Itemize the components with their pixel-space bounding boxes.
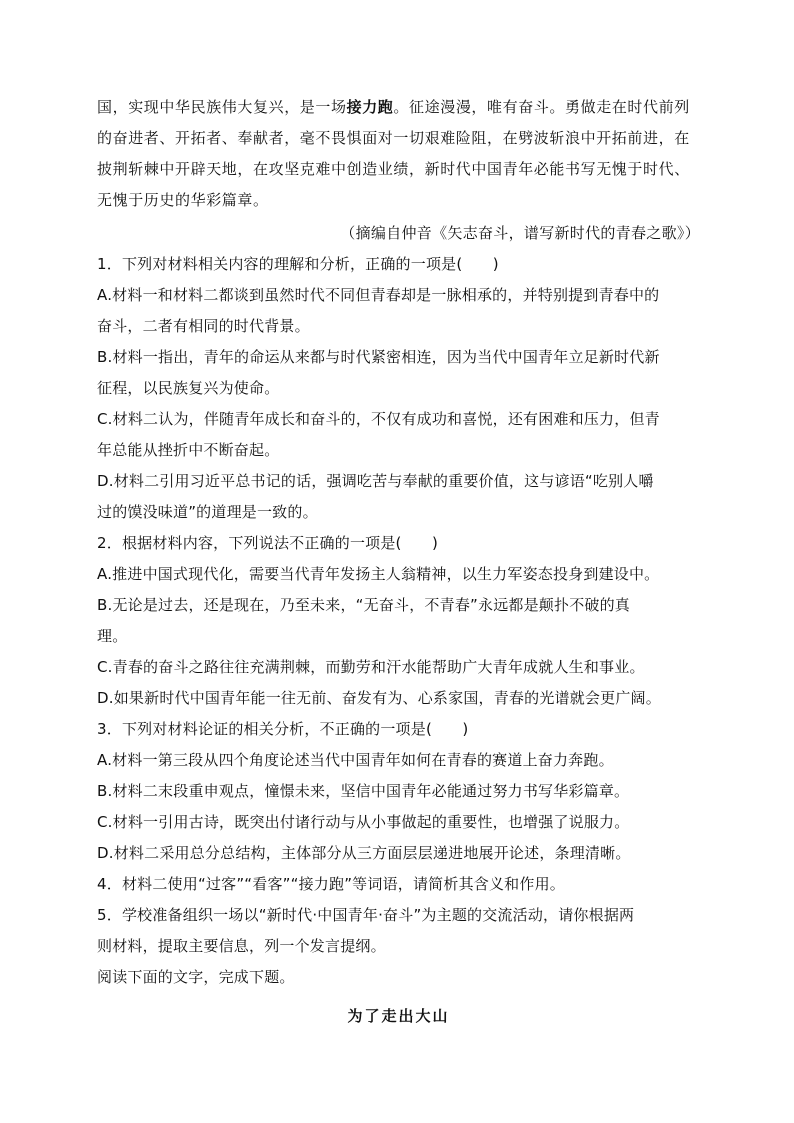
- option-d-line-2: 过的馍没味道”的道理是一致的。: [97, 503, 318, 521]
- question-3: [97, 714, 700, 869]
- option-c: C.青春的奋斗之路往往充满荆棘，而勤劳和汗水能帮助广大青年成就人生和事业。: [97, 658, 645, 676]
- question-2: [97, 528, 700, 714]
- option-d: D.材料二采用总分总结构，主体部分从三方面层层递进地展开论述，条理清晰。: [97, 844, 631, 862]
- passage-bold-term: 接力跑: [346, 98, 394, 116]
- page-content: [97, 92, 700, 1026]
- option-c-line-2: 年总能从挫折中不断奋起。: [97, 441, 280, 459]
- option-a-line-2: 奋斗，二者有相同的时代背景。: [97, 317, 310, 335]
- option-d: D.如果新时代中国青年能一往无前、奋发有为、心系家国，青春的光谱就会更广阔。: [97, 689, 661, 707]
- option-b: B.材料二末段重申观点，憧憬未来，坚信中国青年必能通过努力书写华彩篇章。: [97, 782, 630, 800]
- question-stem: 2．根据材料内容，下列说法不正确的一项是( ): [97, 534, 439, 552]
- passage-paragraph: [97, 92, 700, 216]
- passage-text-end: 。征途漫漫，唯有奋斗。勇做走在时代前列的奋进者、开拓者、奉献者，毫不畏惧面对一切艰难险阻，在劈波斩浪中开拓前进，在披荆斩棘中开辟天地，在攻坚克难中创造业绩，新时代中国青年必能书写无愧于时代、无愧于历史的华彩篇章。: [97, 98, 690, 209]
- option-b-line-2: 征程，以民族复兴为使命。: [97, 379, 280, 397]
- next-passage-title: 为了走出大山: [347, 1007, 450, 1025]
- option-c: C.材料一引用古诗，既突出付诸行动与从小事做起的重要性，也增强了说服力。: [97, 813, 630, 831]
- option-d-line-1: D.材料二引用习近平总书记的话，强调吃苦与奉献的重要价值，这与谚语“吃别人嚼: [97, 472, 654, 490]
- question-stem-line-1: 5．学校准备组织一场以“新时代·中国青年·奋斗”为主题的交流活动，请你根据两: [97, 906, 635, 924]
- question-stem: 3．下列对材料论证的相关分析，不正确的一项是( ): [97, 720, 469, 738]
- reading-instruction: 阅读下面的文字，完成下题。: [97, 968, 295, 986]
- option-a: A.材料一第三段从四个角度论述当代中国青年如何在青春的赛道上奋力奔跑。: [97, 751, 614, 769]
- question-stem-line-2: 则材料，提取主要信息，列一个发言提纲。: [97, 937, 386, 955]
- option-a-line-1: A.材料一和材料二都谈到虽然时代不同但青春却是一脉相承的，并特别提到青春中的: [97, 286, 660, 304]
- option-a: A.推进中国式现代化，需要当代青年发扬主人翁精神，以生力军姿态投身到建设中。: [97, 565, 660, 583]
- question-stem: 4．材料二使用“过客”“看客”“接力跑”等词语，请简析其含义和作用。: [97, 875, 565, 893]
- passage-source: （摘编自仲音《矢志奋斗，谱写新时代的青春之歌》）: [340, 224, 700, 242]
- option-b-line-1: B.无论是过去，还是现在，乃至未来，“无奋斗，不青春”永远都是颠扑不破的真: [97, 596, 631, 614]
- option-b-line-2: 理。: [97, 627, 128, 645]
- question-4: [97, 869, 700, 900]
- option-b-line-1: B.材料一指出，青年的命运从来都与时代紧密相连，因为当代中国青年立足新时代新: [97, 348, 660, 366]
- question-5: [97, 900, 700, 962]
- question-stem: 1．下列对材料相关内容的理解和分析，正确的一项是( ): [97, 255, 499, 273]
- question-1: [97, 249, 700, 528]
- passage-text-start: 国，实现中华民族伟大复兴，是一场: [97, 98, 347, 116]
- option-c-line-1: C.材料二认为，伴随青年成长和奋斗的，不仅有成功和喜悦，还有困难和压力，但青: [97, 410, 660, 428]
